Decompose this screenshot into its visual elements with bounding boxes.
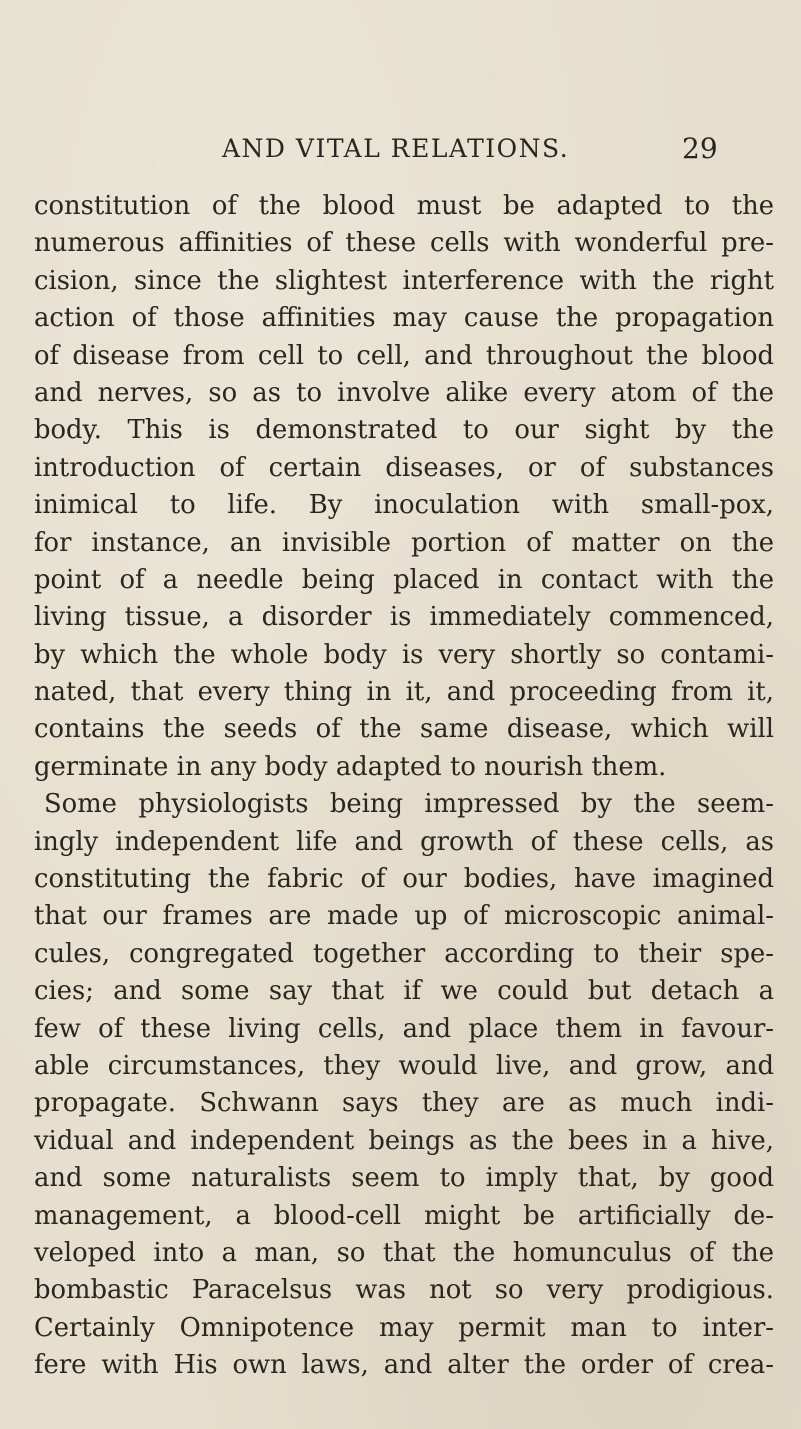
running-head: AND VITAL RELATIONS. <box>222 134 570 163</box>
text-line: by which the whole body is very shortly so contami- <box>34 639 774 670</box>
text-line: few of these living cells, and place them in favour- <box>34 1013 774 1044</box>
text-line: and nerves, so as to involve alike every atom of the <box>34 377 774 408</box>
text-line: constituting the fabric of our bodies, have imagined <box>34 864 774 895</box>
text-line: germinate in any body adapted to nourish them. <box>34 751 667 782</box>
text-line: body. This is demonstrated to our sight by the <box>34 415 774 446</box>
text-line: Certainly Omnipotence may permit man to inter- <box>34 1312 774 1343</box>
text-line: numerous affinities of these cells with wonderful pre- <box>34 228 774 259</box>
text-line: cies; and some say that if we could but detach a <box>34 976 774 1007</box>
text-line: propagate. Schwann says they are as much indi- <box>34 1088 774 1119</box>
text-line: inimical to life. By inoculation with small-pox, <box>34 490 774 521</box>
page-number: 29 <box>682 132 718 165</box>
text-line: for instance, an invisible portion of matter on the <box>34 527 774 558</box>
text-line: cules, congregated together according to their spe- <box>34 938 774 969</box>
text-line: that our frames are made up of microscopic animal- <box>34 901 774 932</box>
text-line: fere with His own laws, and alter the order of crea- <box>34 1350 774 1381</box>
page-header <box>0 134 801 178</box>
text-line: Some physiologists being impressed by the seem- <box>44 789 774 820</box>
text-line: ingly independent life and growth of these cells, as <box>34 826 774 857</box>
text-line: and some naturalists seem to imply that, by good <box>34 1163 774 1194</box>
text-line: vidual and independent beings as the bees in a hive, <box>34 1125 774 1156</box>
body-text <box>34 188 774 1385</box>
text-line: cision, since the slightest interference with the right <box>34 265 774 296</box>
text-line: constitution of the blood must be adapted to the <box>34 191 774 221</box>
text-line: able circumstances, they would live, and grow, and <box>34 1050 774 1081</box>
text-line: veloped into a man, so that the homunculus of the <box>34 1237 774 1268</box>
text-line: living tissue, a disorder is immediately commenced, <box>34 602 774 633</box>
text-line: introduction of certain diseases, or of substances <box>34 452 774 483</box>
text-line: contains the seeds of the same disease, which will <box>34 714 774 745</box>
text-line: nated, that every thing in it, and proceeding from it, <box>34 677 774 708</box>
text-line: bombastic Paracelsus was not so very prodigious. <box>34 1275 774 1306</box>
text-line: of disease from cell to cell, and throughout the blood <box>34 340 774 371</box>
text-line: action of those affinities may cause the propagation <box>34 303 774 334</box>
text-line: management, a blood-cell might be artificially de- <box>34 1200 774 1231</box>
text-line: point of a needle being placed in contact with the <box>34 564 774 595</box>
